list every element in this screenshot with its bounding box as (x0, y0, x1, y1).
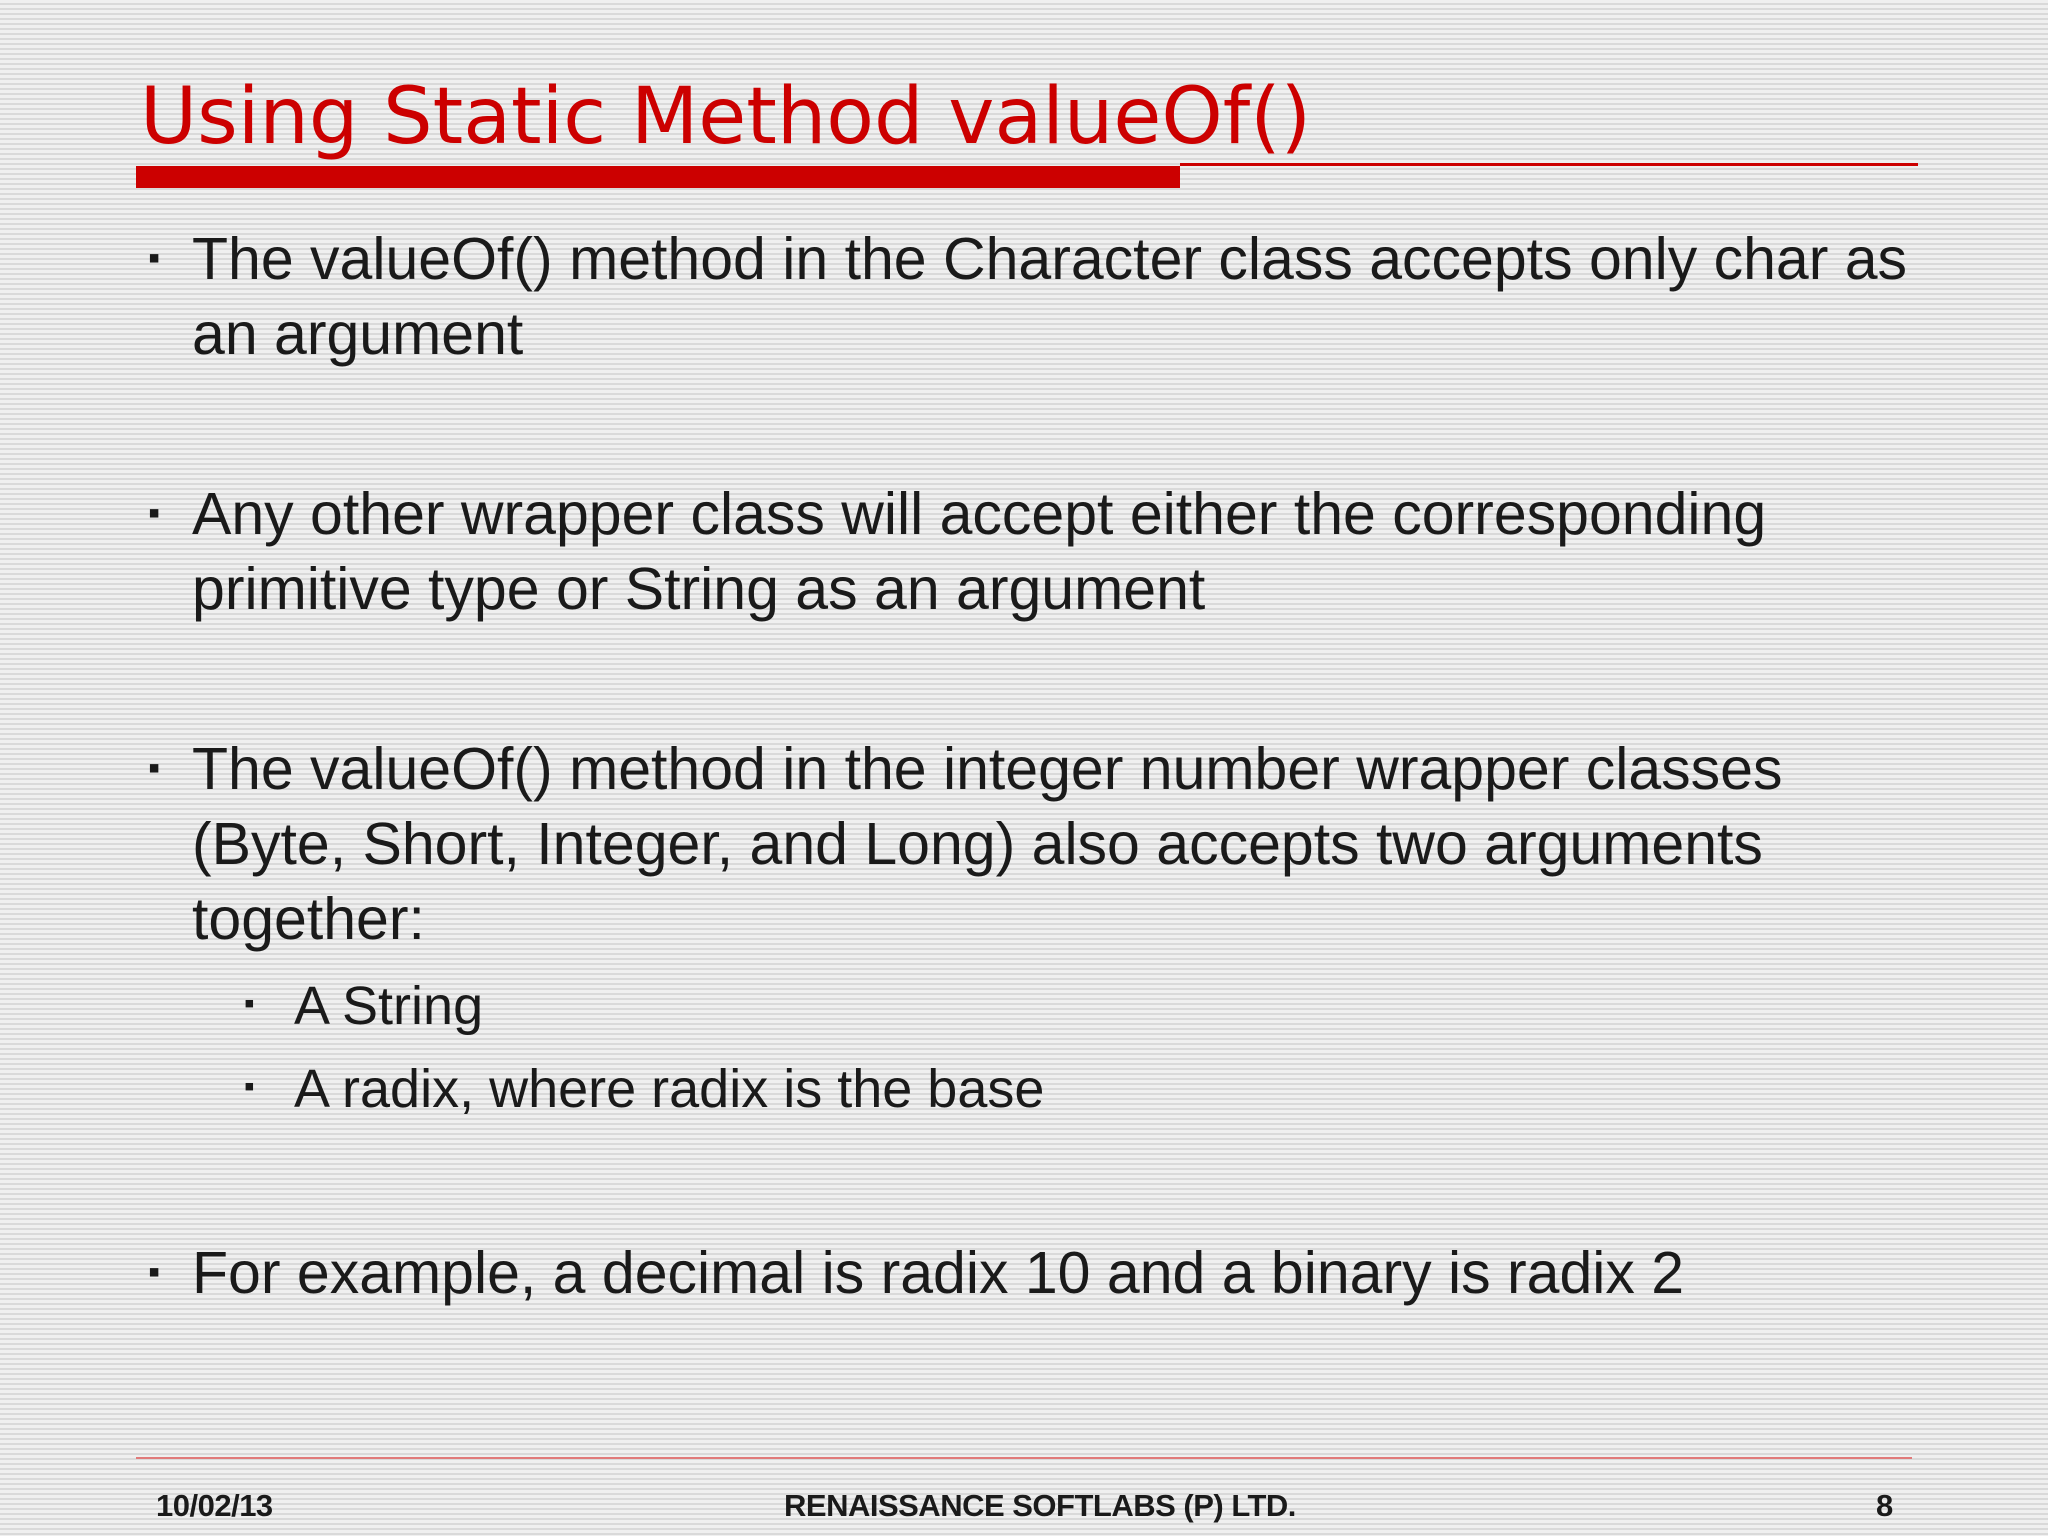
title-underline-bar (136, 166, 1180, 188)
footer-company-name: RENAISSANCE SOFTLABS (P) LTD. (784, 1488, 1296, 1523)
footer-date: 10/02/13 (156, 1488, 273, 1523)
square-bullet-icon: ▪ (244, 987, 255, 1020)
square-bullet-icon: ▪ (148, 749, 161, 787)
sub-bullet-item (192, 1048, 1920, 1131)
square-bullet-icon: ▪ (244, 1070, 255, 1103)
bullet-item (140, 732, 1920, 1131)
footer-divider (136, 1457, 1912, 1459)
bullet-text: For example, a decimal is radix 10 and a binary is radix 2 (192, 1240, 1685, 1306)
sub-bullet-text: A String (294, 976, 484, 1036)
square-bullet-icon: ▪ (148, 494, 161, 532)
square-bullet-icon: ▪ (148, 239, 161, 277)
sub-bullet-text: A radix, where radix is the base (294, 1059, 1045, 1119)
square-bullet-icon: ▪ (148, 1253, 161, 1291)
bullet-item (140, 1236, 1920, 1311)
bullet-text: Any other wrapper class will accept either the corresponding primitive type or String as an argument (192, 481, 1767, 622)
slide-title: Using Static Method valueOf() (140, 72, 1312, 162)
bullet-item (140, 477, 1920, 627)
bullet-text: The valueOf() method in the Character class accepts only char as an argument (192, 226, 1908, 367)
sub-bullet-item (192, 965, 1920, 1048)
slide-page-number: 8 (1876, 1488, 1893, 1523)
bullet-item (140, 222, 1920, 372)
sub-bullet-list (192, 965, 1920, 1131)
title-underline-rule (1180, 163, 1918, 166)
bullet-text: The valueOf() method in the integer number wrapper classes (Byte, Short, Integer, and Long) also accepts two arguments together: (192, 736, 1783, 952)
bullet-list (140, 222, 1920, 1311)
